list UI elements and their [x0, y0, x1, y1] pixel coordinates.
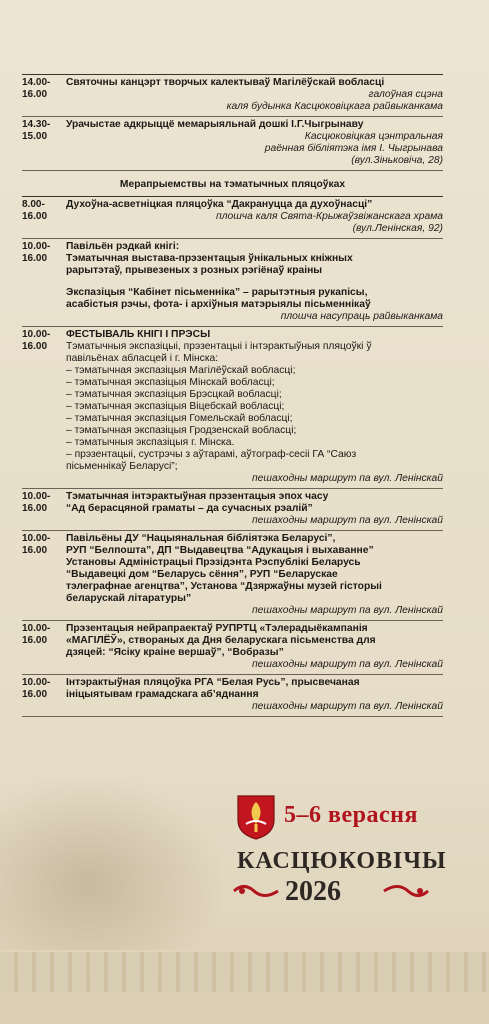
event-location: Касцюковіцкая цэнтральная [304, 131, 443, 142]
festival-city: КАСЦЮКОВІЧЫ [237, 848, 447, 874]
site-body [63, 241, 443, 323]
ornamental-border-bottom [0, 992, 489, 1024]
site-location: пешаходны маршрут па вул. Ленінскай [252, 515, 443, 526]
time-range: 10.00- 16.00 [22, 241, 51, 264]
site-title: Духоўна-асветніцкая пляцоўка “Дакрануцца да духоўнасці” [66, 199, 373, 210]
site-title: дзяцей: “Ясіку краіне вершаў”, “Вобразы” [66, 647, 284, 658]
site-title: «МАГІЛЁЎ», створаных да Дня беларускага пісьменства для [66, 635, 376, 646]
site-title: “Ад берасцяной граматы – да сучасных рэалій” [66, 503, 313, 514]
time-range: 14.30- 15.00 [22, 119, 51, 142]
event-location: раённая бібліятэка імя І. Чыгрынава [264, 143, 443, 154]
site-subtitle: Экспазіцыя “Кабінет пісьменніка” – рарытэтныя рукапісы, [66, 287, 368, 298]
site-title: Павільёны ДУ “Нацыянальная бібліятэка Беларусі”, [66, 533, 336, 544]
time-range: 10.00- 16.00 [22, 329, 51, 352]
site-subtitle: асабістыя рэчы, фота- і архіўныя матэрыялы пісьменнікаў [66, 299, 371, 310]
time-range: 10.00- 16.00 [22, 677, 51, 700]
site-title: Тэматычная выстава-прэзентацыя ўнікальных кніжных [66, 253, 353, 264]
site-line: – тэматычныя экспазіцыя г. Мінска. [66, 437, 235, 448]
site-line: – прэзентацыі, сустрэчы з аўтарамі, аўтограф-сесіі ГА “Саюз [66, 449, 357, 460]
site-location: плошча каля Свята-Крыжаўзвіжанскага храма [216, 211, 443, 222]
site-body [63, 329, 443, 485]
site-body [63, 533, 443, 617]
event-title: Урачыстае адкрыццё мемарыяльнай дошкі І.Г.Чыгрынаву [66, 119, 364, 130]
site-title: РУП “Белпошта”, ДП “Выдавецтва “Адукацыя і выхаванне” [66, 545, 374, 556]
site-title: рарытэтаў, прывезеных з розных рэгіёнаў краіны [66, 265, 323, 276]
site-title: ФЕСТЫВАЛЬ КНІГІ І ПРЭСЫ [66, 329, 211, 340]
site-line: – тэматычная экспазіцыя Мінскай вобласці; [66, 377, 275, 388]
site-location: (вул.Ленінская, 92) [352, 223, 443, 234]
site-row [22, 530, 443, 620]
event-title: Святочны канцэрт творчых калектываў Магілёўскай вобласці [66, 77, 385, 88]
ornament-left-icon [232, 882, 280, 900]
ornamental-border [0, 952, 489, 992]
site-title: Установы Адміністрацыі Прэзідэнта Рэспублікі Беларусь [66, 557, 361, 568]
background-sketch [0, 780, 220, 950]
site-line: – тэматычная экспазіцыя Магілёўскай вобласці; [66, 365, 296, 376]
site-line: – тэматычная экспазіцыя Гродзенскай вобласці; [66, 425, 297, 436]
site-location: плошча насупраць райвыканкама [280, 311, 443, 322]
site-title: беларускай літаратуры” [66, 593, 192, 604]
site-row [22, 674, 443, 717]
site-title: тэлеграфнае агенцтва”, Установа “Дзяржаўны музей гісторыі [66, 581, 382, 592]
site-row [22, 488, 443, 530]
festival-year: 2026 [285, 876, 341, 907]
site-location: пешаходны маршрут па вул. Ленінскай [252, 473, 443, 484]
site-body [63, 491, 443, 527]
section-heading: Мерапрыемствы на тэматычных пляцоўках [22, 170, 443, 196]
site-line: пісьменнікаў Беларусі”; [66, 461, 178, 472]
site-row [22, 620, 443, 674]
time-range: 10.00- 16.00 [22, 533, 51, 556]
site-line: – тэматычная экспазіцыя Гомельскай вобласці; [66, 413, 293, 424]
program-row [22, 74, 443, 116]
site-title: Прэзентацыя нейрапраектаў РУПРТЦ «Тэлерадыёкампанія [66, 623, 368, 634]
site-body [63, 623, 443, 671]
event-body [63, 119, 443, 167]
site-line: – тэматычная экспазіцыя Віцебскай вобласці; [66, 401, 285, 412]
site-row [22, 238, 443, 326]
site-row [22, 196, 443, 238]
site-title: “Выдавецкі дом “Беларусь сёння”, РУП “Беларускае [66, 569, 338, 580]
site-title: Інтэрактыўная пляцоўка РГА “Белая Русь”, прысвечаная [66, 677, 360, 688]
event-body [63, 77, 443, 113]
site-location: пешаходны маршрут па вул. Ленінскай [252, 659, 443, 670]
site-line: Тэматычныя экспазіцыі, прэзентацыі і інтэрактыўныя пляцоўкі ў [66, 341, 372, 352]
ornament-right-icon [382, 882, 430, 900]
site-line: – тэматычная экспазіцыя Брэсцкай вобласці; [66, 389, 282, 400]
coat-of-arms-icon [236, 794, 276, 840]
site-location: пешаходны маршрут па вул. Ленінскай [252, 605, 443, 616]
site-title: Тэматычная інтэрактыўная прэзентацыя эпох часу [66, 491, 329, 502]
festival-dates: 5–6 верасня [284, 802, 418, 828]
site-row [22, 326, 443, 488]
time-range: 14.00- 16.00 [22, 77, 51, 100]
time-range: 10.00- 16.00 [22, 491, 51, 514]
event-location: (вул.Зіньковіча, 28) [351, 155, 443, 166]
time-range: 10.00- 16.00 [22, 623, 51, 646]
site-body [63, 199, 443, 235]
program-schedule [22, 74, 443, 717]
event-location: каля будынка Касцюковіцкага райвыканкама [226, 101, 443, 112]
site-body [63, 677, 443, 713]
site-title: ініцыятывам грамадскага аб’яднання [66, 689, 259, 700]
site-line: павільёнах абласцей і г. Мінска: [66, 353, 219, 364]
site-location: пешаходны маршрут па вул. Ленінскай [252, 701, 443, 712]
site-title: Павільён рэдкай кнігі: [66, 241, 180, 252]
program-row [22, 116, 443, 170]
event-location: галоўная сцэна [368, 89, 443, 100]
time-range: 8.00- 16.00 [22, 199, 48, 222]
